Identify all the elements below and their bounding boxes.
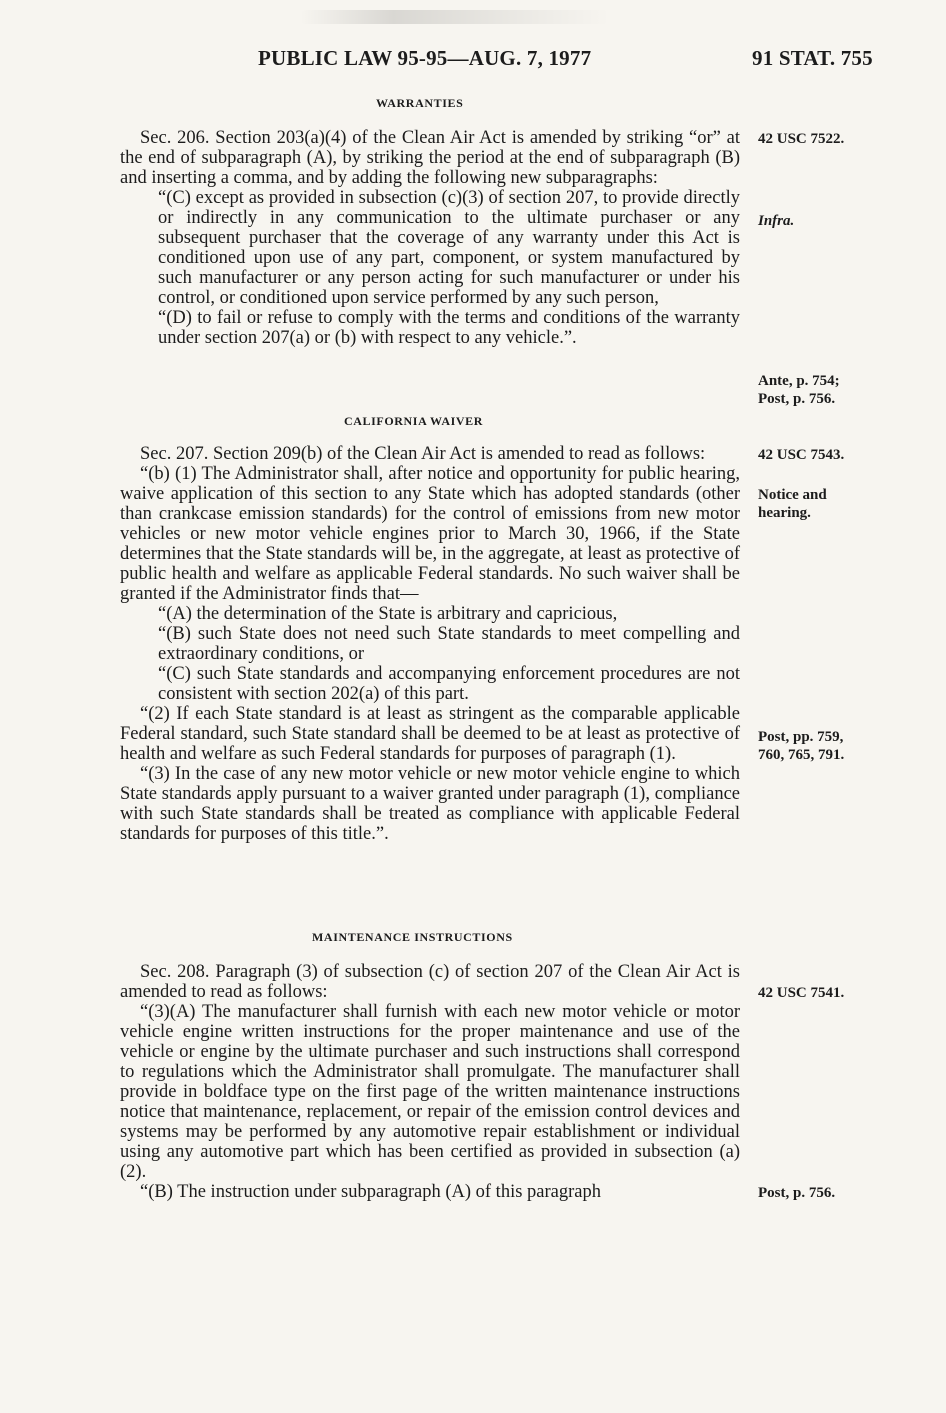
sec206-subpara-c: “(C) except as provided in subsection (c)(3) of section 207, to provide directly or indirectly in any communication to the ultimate purchaser or any subsequent purchaser that the coverage of any warranty under this Act is conditioned upon use of any part, component, or system manufactured by such manufacturer or any person acting for such manufacturer or under his control, or conditioned upon service performed by any such person,	[158, 188, 740, 308]
running-header-stat: 91 STAT. 755	[752, 46, 873, 70]
section-heading-maintenance: MAINTENANCE INSTRUCTIONS	[312, 930, 513, 944]
sec206-intro: Sec. 206. Section 203(a)(4) of the Clean Air Act is amended by striking “or” at the end of subparagraph (A), by striking the period at the end of subparagraph (B) and inserting a comma, and by adding the following new subparagraphs:	[120, 128, 740, 188]
margin-note-post-756-b: Post, p. 756.	[758, 1185, 836, 1201]
sec207-clause-b: “(B) such State does not need such State standards to meet compelling and extraordinary conditions, or	[158, 624, 740, 664]
margin-note-42usc7541: 42 USC 7541.	[758, 985, 845, 1001]
sec207-para-b1: “(b) (1) The Administrator shall, after notice and opportunity for public hearing, waive application of this section to any State which has adopted standards (other than crankcase emission standards) for the control of emissions from new motor vehicles or new motor vehicle engines prior to March 30, 1966, if the State determines that the State standards will be, in the aggregate, at least as protective of public health and welfare as applicable Federal standards. No such waiver shall be granted if the Administrator finds that—	[120, 464, 740, 604]
margin-note-infra	[758, 212, 794, 230]
sec208-para-3a: “(3)(A) The manufacturer shall furnish with each new motor vehicle or motor vehicle engine written instructions for the proper maintenance and use of the vehicle or engine by the ultimate purchaser and such instructions shall correspond to regulations which the Administrator shall promulgate. The manufacturer shall provide in boldface type on the first page of the written maintenance instructions notice that maintenance, replacement, or repair of the emission control devices and systems may be performed by any automotive repair establishment or individual using any automotive part which has been certified as provided in subsection (a)(2).	[120, 1002, 740, 1182]
scan-artifact	[300, 10, 610, 24]
section-206-body	[120, 128, 740, 348]
sec208-para-3b: “(B) The instruction under subparagraph (A) of this paragraph	[140, 1182, 601, 1202]
margin-note-post-pp: Post, pp. 759,	[758, 729, 844, 745]
margin-note-ante: Ante, p. 754;	[758, 373, 840, 389]
margin-note-notice-hearing: Notice and hearing.	[758, 487, 827, 521]
sec207-para-3: “(3) In the case of any new motor vehicle or new motor vehicle engine to which State standards apply pursuant to a waiver granted under paragraph (1), compliance with such State standards shall be treated as compliance with applicable Federal standards for purposes of this title.”.	[120, 764, 740, 844]
sec207-clause-c: “(C) such State standards and accompanying enforcement procedures are not consistent with section 202(a) of this part.	[158, 664, 740, 704]
section-heading-warranties: WARRANTIES	[376, 96, 464, 110]
sec207-para-2: “(2) If each State standard is at least as stringent as the comparable applicable Federal standard, such State standard shall be deemed to be at least as protective of health and welfare as such Federal standards for purposes of paragraph (1).	[120, 704, 740, 764]
sec207-intro: Sec. 207. Section 209(b) of the Clean Air Act is amended to read as follows:	[140, 444, 706, 464]
sec207-clause-a: “(A) the determination of the State is arbitrary and capricious,	[158, 604, 618, 624]
sec206-subpara-d: “(D) to fail or refuse to comply with the terms and conditions of the warranty under section 207(a) or (b) with respect to any vehicle.”.	[158, 308, 740, 348]
margin-note-42usc7522: 42 USC 7522.	[758, 131, 845, 147]
running-header-law: PUBLIC LAW 95-95—AUG. 7, 1977	[258, 46, 592, 70]
margin-note-42usc7543: 42 USC 7543.	[758, 447, 845, 463]
sec208-intro: Sec. 208. Paragraph (3) of subsection (c) of section 207 of the Clean Air Act is amended to read as follows:	[120, 962, 740, 1002]
section-208-body	[120, 962, 740, 1202]
margin-note-post-pp-cont: 760, 765, 791.	[758, 747, 845, 763]
margin-note-infra-text: Infra.	[758, 213, 795, 229]
margin-note-post-756: Post, p. 756.	[758, 391, 836, 407]
section-207-body	[120, 444, 740, 844]
section-heading-california-waiver: CALIFORNIA WAIVER	[344, 414, 484, 428]
